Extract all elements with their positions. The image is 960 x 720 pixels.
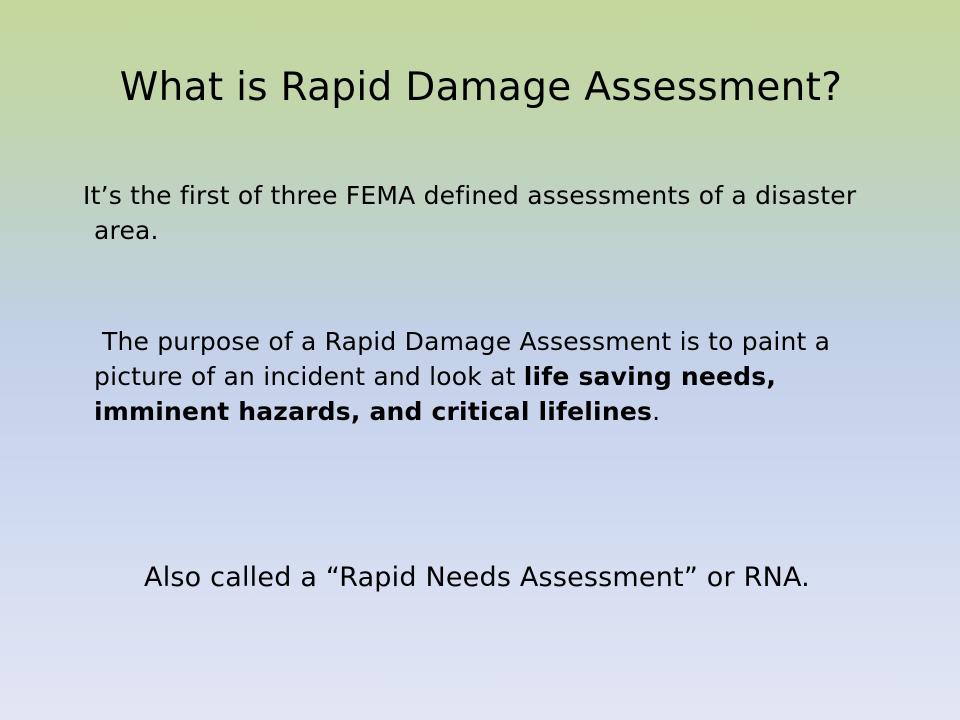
purpose-emphasis: life saving needs, imminent hazards, and critical lifelines <box>94 362 777 426</box>
purpose-period: . <box>652 397 661 426</box>
alias-paragraph: Also called a “Rapid Needs Assessment” or RNA. <box>144 562 810 593</box>
definition-paragraph: It’s the first of three FEMA defined assessments of a disaster area. <box>83 181 857 245</box>
purpose-paragraph <box>94 324 914 429</box>
purpose-text: The purpose of a Rapid Damage Assessment is to paint a picture of an incident and look at <box>94 327 831 391</box>
slide-title: What is Rapid Damage Assessment? <box>119 65 843 110</box>
